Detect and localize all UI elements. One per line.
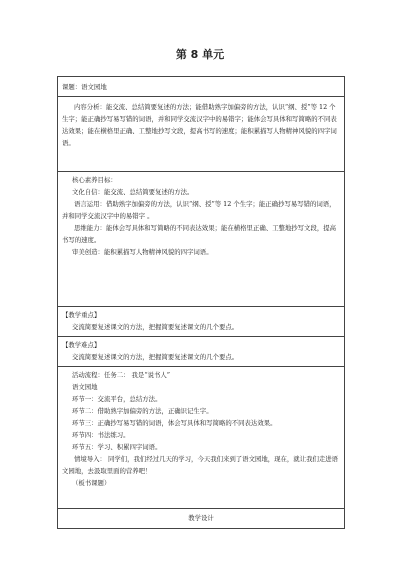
literacy-aesthetic: 审美创造：能积累描写人物精神风貌的四字词语。 (72, 248, 213, 256)
content-analysis-text: 内容分析：能交流、总结简要复述的方法；能借助熟字加偏旁的方法，认识“纲、授”等 12 个生字；能正确抄写易写错的词语，并和同学交流汉字中的易错字；能体会写具体和写简略的不同表达效果；能在横格里正确、工整地抄写文段，提高书写的速度；能积累描写人物精神风貌的四字词语。 (62, 103, 337, 147)
activity-board: （板书课题） (72, 479, 111, 487)
literacy-heading: 核心素养目标： (72, 176, 117, 184)
activity-step-5: 环节五：学习、积累四字词语。 (72, 443, 162, 451)
lesson-title: 课题：语文园地 (62, 83, 107, 91)
literacy-goals-row (58, 172, 344, 307)
content-analysis-row (58, 97, 344, 172)
activity-flow: 活动流程：任务二： 我是“说书人” (72, 371, 171, 379)
difficulties-row (58, 337, 344, 367)
literacy-language: 语言运用：借助熟字加偏旁的方法，认识“纲、授”等 12 个生字；能正确抄写易写错的词语，并和同学交流汉字中的易错字 。 (62, 200, 336, 220)
activity-intro: 情境导入： 同学们，我们经过几天的学习，今天我们来到了语文园地，现在，就让我们走进语文园地，去汲取里面的营养吧！ (62, 455, 339, 475)
key-points-text: 交流简要复述课文的方法，把握简要复述课文的几个要点。 (72, 323, 239, 331)
literacy-thinking: 思维能力：能体会写具体和写简略的不同表达效果；能在横格里正确、工整地抄写文段，提高书写的速度。 (62, 224, 337, 244)
footer-label: 教学设计 (188, 514, 214, 522)
difficulties-heading: 【教学难点】 (62, 341, 101, 349)
footer-row (58, 509, 344, 528)
activity-step-1: 环节一：交流平台，总结方法。 (72, 395, 162, 403)
activity-subtitle: 语文园地 (72, 383, 98, 391)
activity-step-4: 环节四：书法练习。 (72, 431, 130, 439)
activity-row (58, 367, 344, 509)
page-title: 第 8 单元 (175, 48, 225, 61)
key-points-heading: 【教学重点】 (62, 311, 101, 319)
activity-step-3: 环节三：正确抄写易写错的词语，体会写具体和写简略的不同表达效果。 (72, 419, 277, 427)
difficulties-text: 交流简要复述课文的方法，把握简要复述课文的几个要点。 (72, 353, 239, 361)
lesson-plan-table (57, 76, 345, 529)
activity-step-2: 环节二：借助熟字加偏旁的方法，正确识记生字。 (72, 407, 213, 415)
key-points-row (58, 307, 344, 337)
lesson-title-row (58, 77, 344, 97)
literacy-culture: 文化自信：能交流、总结简要复述的方法。 (72, 188, 194, 196)
